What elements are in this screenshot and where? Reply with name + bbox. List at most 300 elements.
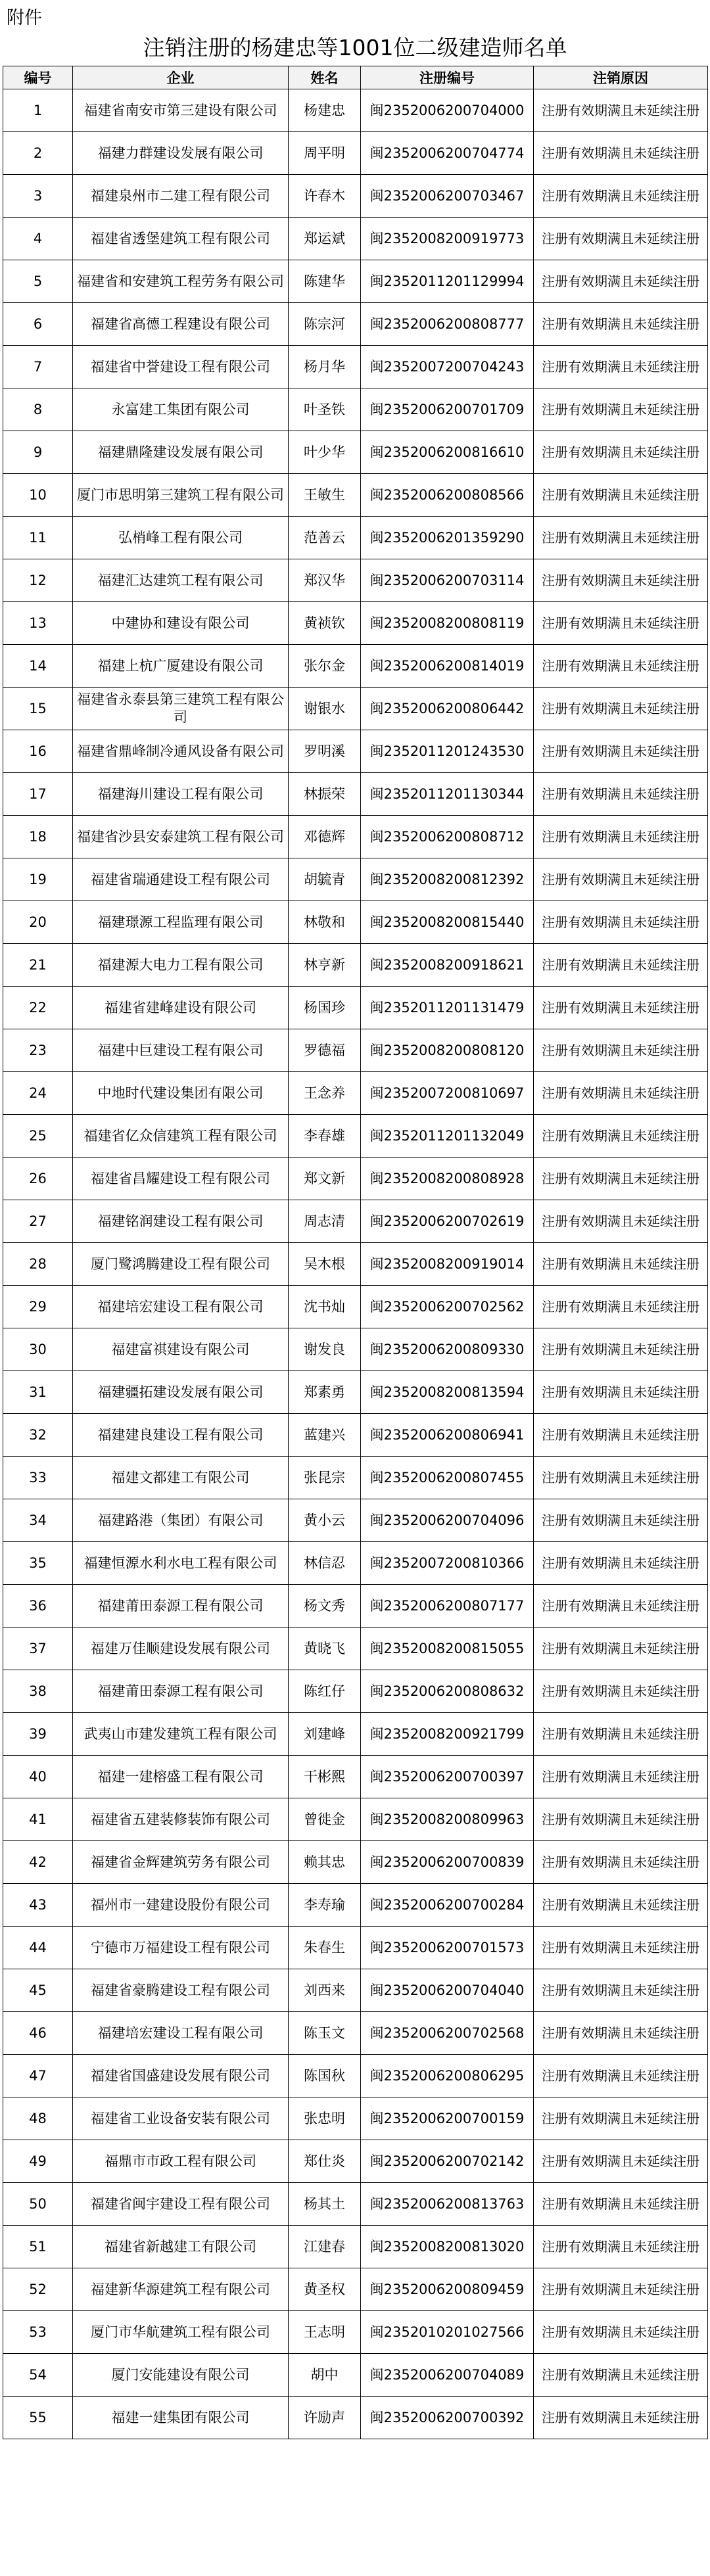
- table-row: [3, 1200, 708, 1243]
- cell-reason: 注册有效期满且未延续注册: [534, 346, 708, 388]
- cell-number: 37: [3, 1628, 73, 1670]
- cell-company: 福建恒源水利水电工程有限公司: [73, 1542, 289, 1585]
- cell-company: 福州市一建建设股份有限公司: [73, 1884, 289, 1927]
- table-row: [3, 773, 708, 816]
- cell-name: 朱春生: [289, 1927, 361, 1969]
- cell-registration-number: 闽2352006200700392: [361, 2397, 534, 2439]
- cell-name: 范善云: [289, 517, 361, 559]
- cell-reason: 注册有效期满且未延续注册: [534, 559, 708, 602]
- cell-company: 福建璟源工程监理有限公司: [73, 901, 289, 944]
- cell-name: 陈红仔: [289, 1670, 361, 1713]
- cell-company: 福建路港（集团）有限公司: [73, 1499, 289, 1542]
- table-row: [3, 1158, 708, 1200]
- cell-number: 19: [3, 858, 73, 901]
- cell-company: 福建省永泰县第三建筑工程有限公司: [73, 688, 289, 730]
- deregistration-table: [3, 66, 708, 2439]
- cell-reason: 注册有效期满且未延续注册: [534, 2097, 708, 2140]
- table-row: [3, 303, 708, 346]
- cell-name: 黄祯钦: [289, 602, 361, 645]
- cell-reason: 注册有效期满且未延续注册: [534, 1628, 708, 1670]
- cell-number: 47: [3, 2055, 73, 2097]
- cell-company: 福建省昌耀建设工程有限公司: [73, 1158, 289, 1200]
- table-row: [3, 1756, 708, 1798]
- cell-company: 福建莆田泰源工程有限公司: [73, 1670, 289, 1713]
- cell-registration-number: 闽2352008200812392: [361, 858, 534, 901]
- cell-company: 福建培宏建设工程有限公司: [73, 2012, 289, 2055]
- cell-company: 福建省国盛建设发展有限公司: [73, 2055, 289, 2097]
- cell-company: 福建省南安市第三建设有限公司: [73, 89, 289, 132]
- cell-name: 许春木: [289, 175, 361, 218]
- cell-registration-number: 闽2352008200808119: [361, 602, 534, 645]
- table-row: [3, 2311, 708, 2354]
- cell-number: 33: [3, 1457, 73, 1499]
- cell-number: 3: [3, 175, 73, 218]
- cell-number: 20: [3, 901, 73, 944]
- cell-name: 李春雄: [289, 1115, 361, 1158]
- cell-reason: 注册有效期满且未延续注册: [534, 1200, 708, 1243]
- cell-company: 福建疆拓建设发展有限公司: [73, 1371, 289, 1414]
- cell-reason: 注册有效期满且未延续注册: [534, 1457, 708, 1499]
- cell-number: 40: [3, 1756, 73, 1798]
- cell-reason: 注册有效期满且未延续注册: [534, 858, 708, 901]
- cell-name: 郑汉华: [289, 559, 361, 602]
- cell-name: 沈书灿: [289, 1286, 361, 1328]
- cell-name: 刘西来: [289, 1969, 361, 2012]
- cell-name: 吴木根: [289, 1243, 361, 1286]
- table-row: [3, 1713, 708, 1756]
- cell-reason: 注册有效期满且未延续注册: [534, 218, 708, 260]
- cell-name: 张昆宗: [289, 1457, 361, 1499]
- cell-number: 14: [3, 645, 73, 688]
- cell-name: 杨建忠: [289, 89, 361, 132]
- cell-reason: 注册有效期满且未延续注册: [534, 730, 708, 773]
- cell-registration-number: 闽2352008200815055: [361, 1628, 534, 1670]
- cell-registration-number: 闽2352008200921799: [361, 1713, 534, 1756]
- cell-company: 福建一建榕盛工程有限公司: [73, 1756, 289, 1798]
- cell-number: 17: [3, 773, 73, 816]
- cell-registration-number: 闽2352011201130344: [361, 773, 534, 816]
- table-row: [3, 2397, 708, 2439]
- cell-reason: 注册有效期满且未延续注册: [534, 474, 708, 517]
- cell-number: 49: [3, 2140, 73, 2183]
- cell-number: 5: [3, 260, 73, 303]
- cell-registration-number: 闽2352006200806442: [361, 688, 534, 730]
- table-row: [3, 260, 708, 303]
- cell-registration-number: 闽2352006200701573: [361, 1927, 534, 1969]
- cell-reason: 注册有效期满且未延续注册: [534, 2268, 708, 2311]
- table-row: [3, 1542, 708, 1585]
- table-row: [3, 2226, 708, 2268]
- cell-company: 福建省和安建筑工程劳务有限公司: [73, 260, 289, 303]
- cell-number: 50: [3, 2183, 73, 2226]
- table-row: [3, 1029, 708, 1072]
- cell-number: 2: [3, 132, 73, 175]
- cell-registration-number: 闽2352006200808712: [361, 816, 534, 858]
- cell-number: 24: [3, 1072, 73, 1115]
- cell-company: 福建省鼎峰制冷通风设备有限公司: [73, 730, 289, 773]
- cell-name: 杨月华: [289, 346, 361, 388]
- cell-name: 刘建峰: [289, 1713, 361, 1756]
- cell-reason: 注册有效期满且未延续注册: [534, 1499, 708, 1542]
- cell-reason: 注册有效期满且未延续注册: [534, 987, 708, 1029]
- cell-registration-number: 闽2352006200814019: [361, 645, 534, 688]
- cell-name: 陈建华: [289, 260, 361, 303]
- cell-number: 13: [3, 602, 73, 645]
- cell-name: 胡毓青: [289, 858, 361, 901]
- cell-reason: 注册有效期满且未延续注册: [534, 1158, 708, 1200]
- cell-number: 32: [3, 1414, 73, 1457]
- cell-number: 8: [3, 388, 73, 431]
- header-number: 编号: [3, 66, 73, 89]
- cell-number: 48: [3, 2097, 73, 2140]
- cell-name: 杨其土: [289, 2183, 361, 2226]
- cell-registration-number: 闽2352006200809330: [361, 1328, 534, 1371]
- cell-registration-number: 闽2352006200813763: [361, 2183, 534, 2226]
- cell-number: 18: [3, 816, 73, 858]
- cell-registration-number: 闽2352006200702142: [361, 2140, 534, 2183]
- table-row: [3, 730, 708, 773]
- cell-company: 福建海川建设工程有限公司: [73, 773, 289, 816]
- cell-registration-number: 闽2352006200703467: [361, 175, 534, 218]
- cell-reason: 注册有效期满且未延续注册: [534, 89, 708, 132]
- cell-name: 林亨新: [289, 944, 361, 987]
- cell-name: 蓝建兴: [289, 1414, 361, 1457]
- cell-registration-number: 闽2352006200701709: [361, 388, 534, 431]
- table-row: [3, 132, 708, 175]
- cell-company: 福建省中誉建设工程有限公司: [73, 346, 289, 388]
- cell-name: 胡中: [289, 2354, 361, 2397]
- cell-reason: 注册有效期满且未延续注册: [534, 1029, 708, 1072]
- cell-company: 福建上杭广厦建设有限公司: [73, 645, 289, 688]
- cell-registration-number: 闽2352008200813020: [361, 2226, 534, 2268]
- cell-number: 46: [3, 2012, 73, 2055]
- cell-name: 郑素勇: [289, 1371, 361, 1414]
- cell-company: 福建富祺建设有限公司: [73, 1328, 289, 1371]
- cell-reason: 注册有效期满且未延续注册: [534, 431, 708, 474]
- cell-company: 福建省豪腾建设工程有限公司: [73, 1969, 289, 2012]
- cell-number: 41: [3, 1798, 73, 1841]
- table-row: [3, 2183, 708, 2226]
- cell-company: 厦门市华航建筑工程有限公司: [73, 2311, 289, 2354]
- cell-reason: 注册有效期满且未延续注册: [534, 1927, 708, 1969]
- cell-name: 李寿瑜: [289, 1884, 361, 1927]
- cell-reason: 注册有效期满且未延续注册: [534, 2055, 708, 2097]
- cell-company: 福建文都建工有限公司: [73, 1457, 289, 1499]
- cell-number: 30: [3, 1328, 73, 1371]
- cell-name: 郑运斌: [289, 218, 361, 260]
- table-row: [3, 688, 708, 730]
- cell-reason: 注册有效期满且未延续注册: [534, 1756, 708, 1798]
- table-row: [3, 1115, 708, 1158]
- cell-name: 王志明: [289, 2311, 361, 2354]
- header-reason: 注销原因: [534, 66, 708, 89]
- cell-registration-number: 闽2352006200704096: [361, 1499, 534, 1542]
- cell-registration-number: 闽2352006200702568: [361, 2012, 534, 2055]
- table-row: [3, 1072, 708, 1115]
- table-row: [3, 388, 708, 431]
- cell-name: 罗德福: [289, 1029, 361, 1072]
- cell-name: 曾徙金: [289, 1798, 361, 1841]
- cell-name: 周平明: [289, 132, 361, 175]
- cell-reason: 注册有效期满且未延续注册: [534, 688, 708, 730]
- cell-name: 郑文新: [289, 1158, 361, 1200]
- cell-registration-number: 闽2352006200702562: [361, 1286, 534, 1328]
- cell-reason: 注册有效期满且未延续注册: [534, 517, 708, 559]
- table-body: [3, 89, 708, 2439]
- table-row: [3, 645, 708, 688]
- cell-registration-number: 闽2352006200700159: [361, 2097, 534, 2140]
- cell-name: 谢银水: [289, 688, 361, 730]
- table-header-row: [3, 66, 708, 89]
- cell-number: 1: [3, 89, 73, 132]
- table-row: [3, 2140, 708, 2183]
- cell-registration-number: 闽2352011201131479: [361, 987, 534, 1029]
- cell-reason: 注册有效期满且未延续注册: [534, 944, 708, 987]
- cell-reason: 注册有效期满且未延续注册: [534, 645, 708, 688]
- table-row: [3, 1499, 708, 1542]
- cell-name: 杨国珍: [289, 987, 361, 1029]
- table-row: [3, 944, 708, 987]
- table-row: [3, 559, 708, 602]
- cell-reason: 注册有效期满且未延续注册: [534, 2354, 708, 2397]
- cell-registration-number: 闽2352011201243530: [361, 730, 534, 773]
- cell-reason: 注册有效期满且未延续注册: [534, 1286, 708, 1328]
- cell-number: 15: [3, 688, 73, 730]
- cell-reason: 注册有效期满且未延续注册: [534, 2140, 708, 2183]
- cell-number: 9: [3, 431, 73, 474]
- header-name: 姓名: [289, 66, 361, 89]
- cell-number: 43: [3, 1884, 73, 1927]
- cell-number: 53: [3, 2311, 73, 2354]
- cell-name: 林振荣: [289, 773, 361, 816]
- cell-reason: 注册有效期满且未延续注册: [534, 602, 708, 645]
- table-row: [3, 1927, 708, 1969]
- cell-name: 谢发良: [289, 1328, 361, 1371]
- cell-reason: 注册有效期满且未延续注册: [534, 901, 708, 944]
- header-company: 企业: [73, 66, 289, 89]
- cell-name: 许励声: [289, 2397, 361, 2439]
- cell-reason: 注册有效期满且未延续注册: [534, 1969, 708, 2012]
- table-row: [3, 1286, 708, 1328]
- cell-company: 福建鼎隆建设发展有限公司: [73, 431, 289, 474]
- cell-company: 福建省五建装修装饰有限公司: [73, 1798, 289, 1841]
- cell-registration-number: 闽2352008200815440: [361, 901, 534, 944]
- cell-reason: 注册有效期满且未延续注册: [534, 2311, 708, 2354]
- cell-company: 福建泉州市二建工程有限公司: [73, 175, 289, 218]
- table-row: [3, 2097, 708, 2140]
- cell-registration-number: 闽2352006200808777: [361, 303, 534, 346]
- cell-reason: 注册有效期满且未延续注册: [534, 1072, 708, 1115]
- cell-name: 林敬和: [289, 901, 361, 944]
- cell-reason: 注册有效期满且未延续注册: [534, 1414, 708, 1457]
- cell-reason: 注册有效期满且未延续注册: [534, 773, 708, 816]
- cell-registration-number: 闽2352008200809963: [361, 1798, 534, 1841]
- table-row: [3, 346, 708, 388]
- cell-registration-number: 闽2352006200704000: [361, 89, 534, 132]
- cell-company: 福建源大电力工程有限公司: [73, 944, 289, 987]
- cell-registration-number: 闽2352006200702619: [361, 1200, 534, 1243]
- cell-reason: 注册有效期满且未延续注册: [534, 2183, 708, 2226]
- cell-registration-number: 闽2352006200700839: [361, 1841, 534, 1884]
- table-row: [3, 1969, 708, 2012]
- cell-registration-number: 闽2352006200700284: [361, 1884, 534, 1927]
- attachment-label: 附件: [7, 8, 42, 28]
- cell-name: 叶少华: [289, 431, 361, 474]
- cell-company: 宁德市万福建设工程有限公司: [73, 1927, 289, 1969]
- cell-number: 21: [3, 944, 73, 987]
- cell-number: 35: [3, 1542, 73, 1585]
- cell-registration-number: 闽2352007200704243: [361, 346, 534, 388]
- cell-name: 黄晓飞: [289, 1628, 361, 1670]
- table-row: [3, 1585, 708, 1628]
- cell-number: 27: [3, 1200, 73, 1243]
- cell-registration-number: 闽2352010201027566: [361, 2311, 534, 2354]
- cell-name: 邓德辉: [289, 816, 361, 858]
- cell-reason: 注册有效期满且未延续注册: [534, 1243, 708, 1286]
- cell-number: 4: [3, 218, 73, 260]
- cell-company: 福建省透堡建筑工程有限公司: [73, 218, 289, 260]
- cell-name: 陈国秋: [289, 2055, 361, 2097]
- cell-company: 弘梢峰工程有限公司: [73, 517, 289, 559]
- cell-registration-number: 闽2352006200816610: [361, 431, 534, 474]
- cell-name: 黄圣权: [289, 2268, 361, 2311]
- cell-name: 郑仕炎: [289, 2140, 361, 2183]
- cell-company: 福建省金辉建筑劳务有限公司: [73, 1841, 289, 1884]
- cell-number: 7: [3, 346, 73, 388]
- table-row: [3, 1414, 708, 1457]
- cell-reason: 注册有效期满且未延续注册: [534, 1328, 708, 1371]
- cell-company: 福建建良建设工程有限公司: [73, 1414, 289, 1457]
- cell-reason: 注册有效期满且未延续注册: [534, 1884, 708, 1927]
- cell-name: 杨文秀: [289, 1585, 361, 1628]
- table-row: [3, 1371, 708, 1414]
- cell-name: 干彬熙: [289, 1756, 361, 1798]
- cell-registration-number: 闽2352006200809459: [361, 2268, 534, 2311]
- cell-company: 福建汇达建筑工程有限公司: [73, 559, 289, 602]
- cell-name: 江建春: [289, 2226, 361, 2268]
- cell-number: 26: [3, 1158, 73, 1200]
- table-row: [3, 816, 708, 858]
- cell-company: 福建中巨建设工程有限公司: [73, 1029, 289, 1072]
- cell-reason: 注册有效期满且未延续注册: [534, 1371, 708, 1414]
- cell-registration-number: 闽2352008200918621: [361, 944, 534, 987]
- cell-registration-number: 闽2352006200700397: [361, 1756, 534, 1798]
- cell-registration-number: 闽2352006200704089: [361, 2354, 534, 2397]
- cell-reason: 注册有效期满且未延续注册: [534, 1670, 708, 1713]
- cell-registration-number: 闽2352006200807455: [361, 1457, 534, 1499]
- cell-company: 福建莆田泰源工程有限公司: [73, 1585, 289, 1628]
- cell-registration-number: 闽2352006200704774: [361, 132, 534, 175]
- cell-registration-number: 闽2352006201359290: [361, 517, 534, 559]
- cell-name: 周志清: [289, 1200, 361, 1243]
- cell-number: 39: [3, 1713, 73, 1756]
- table-row: [3, 431, 708, 474]
- cell-registration-number: 闽2352006200808566: [361, 474, 534, 517]
- table-row: [3, 218, 708, 260]
- cell-name: 林信忍: [289, 1542, 361, 1585]
- cell-registration-number: 闽2352007200810366: [361, 1542, 534, 1585]
- table-row: [3, 602, 708, 645]
- cell-company: 永富建工集团有限公司: [73, 388, 289, 431]
- cell-number: 42: [3, 1841, 73, 1884]
- cell-reason: 注册有效期满且未延续注册: [534, 1713, 708, 1756]
- cell-name: 张尔金: [289, 645, 361, 688]
- cell-reason: 注册有效期满且未延续注册: [534, 175, 708, 218]
- cell-company: 厦门鹭鸿腾建设工程有限公司: [73, 1243, 289, 1286]
- cell-number: 44: [3, 1927, 73, 1969]
- cell-reason: 注册有效期满且未延续注册: [534, 1585, 708, 1628]
- cell-registration-number: 闽2352008200813594: [361, 1371, 534, 1414]
- table-row: [3, 175, 708, 218]
- table-row: [3, 1628, 708, 1670]
- table-row: [3, 1328, 708, 1371]
- cell-reason: 注册有效期满且未延续注册: [534, 1542, 708, 1585]
- table-row: [3, 987, 708, 1029]
- cell-number: 29: [3, 1286, 73, 1328]
- cell-company: 福建铭润建设工程有限公司: [73, 1200, 289, 1243]
- cell-company: 福建省工业设备安装有限公司: [73, 2097, 289, 2140]
- cell-reason: 注册有效期满且未延续注册: [534, 2012, 708, 2055]
- table-row: [3, 1884, 708, 1927]
- cell-name: 叶圣铁: [289, 388, 361, 431]
- cell-registration-number: 闽2352008200808928: [361, 1158, 534, 1200]
- header-registration-number: 注册编号: [361, 66, 534, 89]
- cell-reason: 注册有效期满且未延续注册: [534, 1115, 708, 1158]
- cell-number: 25: [3, 1115, 73, 1158]
- cell-registration-number: 闽2352006200807177: [361, 1585, 534, 1628]
- cell-number: 54: [3, 2354, 73, 2397]
- table-row: [3, 1670, 708, 1713]
- cell-company: 福建省沙县安泰建筑工程有限公司: [73, 816, 289, 858]
- cell-reason: 注册有效期满且未延续注册: [534, 132, 708, 175]
- cell-company: 福建省新越建工有限公司: [73, 2226, 289, 2268]
- cell-name: 赖其忠: [289, 1841, 361, 1884]
- cell-reason: 注册有效期满且未延续注册: [534, 816, 708, 858]
- cell-number: 16: [3, 730, 73, 773]
- cell-number: 23: [3, 1029, 73, 1072]
- cell-company: 福建培宏建设工程有限公司: [73, 1286, 289, 1328]
- table-row: [3, 2012, 708, 2055]
- cell-company: 福建省闽宇建设工程有限公司: [73, 2183, 289, 2226]
- cell-company: 福建省瑞通建设工程有限公司: [73, 858, 289, 901]
- cell-reason: 注册有效期满且未延续注册: [534, 2397, 708, 2439]
- cell-company: 福建万佳顺建设发展有限公司: [73, 1628, 289, 1670]
- cell-name: 陈宗河: [289, 303, 361, 346]
- table-row: [3, 858, 708, 901]
- cell-registration-number: 闽2352006200806295: [361, 2055, 534, 2097]
- cell-company: 福建一建集团有限公司: [73, 2397, 289, 2439]
- cell-number: 34: [3, 1499, 73, 1542]
- cell-name: 黄小云: [289, 1499, 361, 1542]
- cell-number: 22: [3, 987, 73, 1029]
- cell-company: 福建省建峰建设有限公司: [73, 987, 289, 1029]
- cell-company: 福建省高德工程建设有限公司: [73, 303, 289, 346]
- cell-reason: 注册有效期满且未延续注册: [534, 1841, 708, 1884]
- cell-number: 51: [3, 2226, 73, 2268]
- cell-reason: 注册有效期满且未延续注册: [534, 2226, 708, 2268]
- table-row: [3, 1841, 708, 1884]
- cell-number: 52: [3, 2268, 73, 2311]
- table-row: [3, 1798, 708, 1841]
- table-row: [3, 901, 708, 944]
- table-row: [3, 2055, 708, 2097]
- cell-company: 福建省亿众信建筑工程有限公司: [73, 1115, 289, 1158]
- cell-reason: 注册有效期满且未延续注册: [534, 303, 708, 346]
- table-row: [3, 2268, 708, 2311]
- table-row: [3, 2354, 708, 2397]
- cell-registration-number: 闽2352006200806941: [361, 1414, 534, 1457]
- cell-number: 38: [3, 1670, 73, 1713]
